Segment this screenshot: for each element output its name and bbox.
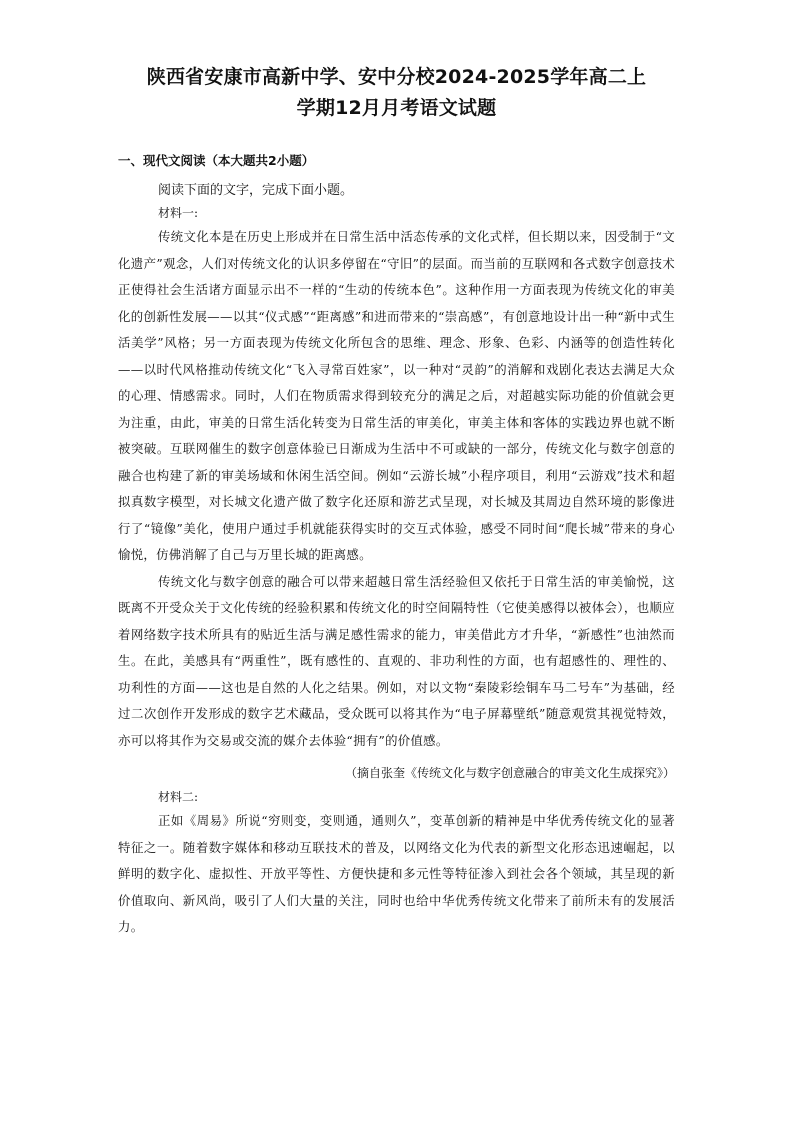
document-title bbox=[118, 62, 675, 124]
material-1-paragraph: 传统文化本是在历史上形成并在日常生活中活态传承的文化式样，但长期以来，因受制于“文化遗产”观念，人们对传统文化的认识多停留在“守旧”的层面。而当前的互联网和各式数字创意技术正使得社会生活诸方面显示出不一样的“生动的传统本色”。这种作用一方面表现为传统文化的审美化的创新性发展——以其“仪式感”“距离感”和进而带来的“崇高感”，有创意地设计出一种“新中式生活美学”风格；另一方面表现为传统文化所包含的思维、理念、形象、色彩、内涵等的创造性转化——以时代风格推动传统文化“飞入寻常百姓家”，以一种对“灵韵”的消解和戏剧化表达去满足大众的心理、情感需求。同时，人们在物质需求得到较充分的满足之后，对超越实际功能的价值就会更为注重，由此，审美的日常生活化转变为日常生活的审美化，审美主体和客体的实践边界也就不断被突破。互联网催生的数字创意体验已日渐成为生活中不可或缺的一部分，传统文化与数字创意的融合也构建了新的审美场域和休闲生活空间。例如“云游长城”小程序项目，利用“云游戏”技术和超拟真数字模型，对长城文化遗产做了数字化还原和游艺式呈现，对长城及其周边自然环境的影像进行了“镜像”美化，使用户通过手机就能获得实时的交互式体验，感受不同时间“爬长城”带来的身心愉悦，仿佛消解了自己与万里长城的距离感。 bbox=[118, 229, 675, 562]
material-1-label: 材料一: bbox=[158, 206, 199, 220]
material-2-paragraph: 正如《周易》所说“穷则变，变则通，通则久”，变革创新的精神是中华优秀传统文化的显著特征之一。随着数字媒体和移动互联技术的普及，以网络文化为代表的新型文化形态迅速崛起，以鲜明的数字化、虚拟性、开放平等性、方便快捷和多元性等特征渗入到社会各个领域，其呈现的新价值取向、新风尚，吸引了人们大量的关注，同时也给中华优秀传统文化带来了前所未有的发展活力。 bbox=[118, 813, 675, 934]
reading-instruction: 阅读下面的文字，完成下面小题。 bbox=[158, 183, 354, 198]
material-1-paragraph: 传统文化与数字创意的融合可以带来超越日常生活经验但又依托于日常生活的审美愉悦，这既离不开受众关于文化传统的经验积累和传统文化的时空间隔特性（它使美感得以被体会），也顺应着网络数字技术所具有的贴近生活与满足感性需求的能力，审美借此方才升华，“新感性”也油然而生。在此，美感具有“两重性”，既有感性的、直观的、非功利性的方面，也有超感性的、理性的、功利性的方面——这也是自然的人化之结果。例如，对以文物“秦陵彩绘铜车马二号车”为基础，经过二次创作开发形成的数字艺术藏品，受众既可以将其作为“电子屏幕壁纸”随意观赏其视觉特效，亦可以将其作为交易或交流的媒介去体验“拥有”的价值感。 bbox=[118, 573, 675, 748]
title-line-1: 陕西省安康市高新中学、安中分校2024-2025学年高二上 bbox=[146, 66, 647, 88]
title-line-2: 学期12月月考语文试题 bbox=[296, 97, 497, 119]
material-2-label: 材料二: bbox=[158, 790, 199, 804]
section-heading: 一、现代文阅读（本大题共2小题） bbox=[118, 153, 315, 168]
material-1-source: （摘自张奎《传统文化与数字创意融合的审美文化生成探究》） bbox=[344, 766, 675, 780]
